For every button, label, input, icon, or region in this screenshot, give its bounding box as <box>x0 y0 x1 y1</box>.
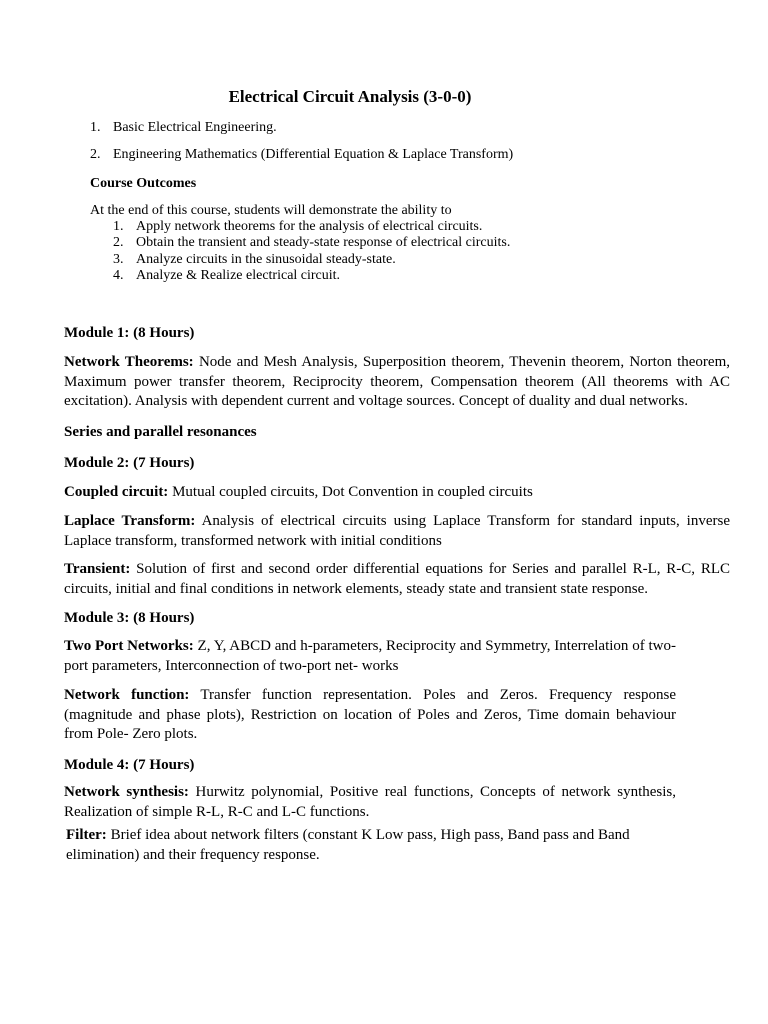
paragraph-text: Brief idea about network filters (constant K Low pass, High pass, Band pass and Band elimination) and their frequency response. <box>66 827 630 863</box>
list-number: 1. <box>90 120 101 135</box>
course-outcomes-list <box>113 219 510 285</box>
paragraph-label: Network synthesis: <box>64 784 189 800</box>
course-outcomes-intro: At the end of this course, students will demonstrate the ability to <box>90 203 452 218</box>
paragraph-text: Transfer function representation. Poles and Zeros. Frequency response (magnitude and phase plots), Restriction on location of Poles and Zeros, Time domain behaviour from Pole- Zero plots. <box>64 687 677 742</box>
course-title: Electrical Circuit Analysis (3-0-0) <box>228 87 472 106</box>
paragraph-label: Laplace Transform: <box>64 513 196 529</box>
module-4-heading: Module 4: (7 Hours) <box>64 757 195 773</box>
paragraph-text: Mutual coupled circuits, Dot Convention in coupled circuits <box>168 484 533 500</box>
paragraph-text: Solution of first and second order differential equations for Series and parallel R-L, R-C, RLC circuits, initial and final conditions in network elements, steady state and transient state response. <box>64 561 730 597</box>
paragraph-label: Network Theorems: <box>64 354 194 370</box>
paragraph-label: Network function: <box>64 687 190 703</box>
resonance-heading: Series and parallel resonances <box>64 424 257 440</box>
course-outcomes-heading: Course Outcomes <box>90 176 197 191</box>
prerequisite-text: Engineering Mathematics (Differential Equation & Laplace Transform) <box>113 147 514 162</box>
outcome-item <box>113 219 510 235</box>
network-synthesis-paragraph <box>64 783 676 822</box>
list-number: 1. <box>113 219 124 234</box>
two-port-paragraph <box>64 637 676 676</box>
module-1-heading: Module 1: (8 Hours) <box>64 325 195 341</box>
paragraph-text: Node and Mesh Analysis, Superposition theorem, Thevenin theorem, Norton theorem, Maximum power transfer theorem, Reciprocity theorem, Compensation theorem (All theorems with AC excitation). Analysis with dependent current and voltage sources. Concept of duality and dual networks. <box>64 354 730 409</box>
outcome-text: Analyze circuits in the sinusoidal steady-state. <box>136 251 396 267</box>
outcome-item <box>113 268 510 284</box>
paragraph-label: Transient: <box>64 561 131 577</box>
module-3-heading: Module 3: (8 Hours) <box>64 610 195 626</box>
module-2-heading: Module 2: (7 Hours) <box>64 455 195 471</box>
outcome-text: Obtain the transient and steady-state response of electrical circuits. <box>136 235 511 251</box>
paragraph-text: Analysis of electrical circuits using Laplace Transform for standard inputs, inverse Laplace transform, transformed network with initial conditions <box>64 513 730 549</box>
outcome-text: Analyze & Realize electrical circuit. <box>136 268 341 284</box>
outcome-text: Apply network theorems for the analysis of electrical circuits. <box>136 219 483 234</box>
paragraph-label: Filter: <box>66 827 107 843</box>
outcome-item <box>113 235 510 251</box>
outcome-item <box>113 252 510 268</box>
list-number: 2. <box>113 235 124 251</box>
network-theorems-paragraph <box>64 353 730 412</box>
paragraph-label: Coupled circuit: <box>64 484 169 500</box>
filter-paragraph <box>66 826 646 865</box>
network-function-paragraph <box>64 686 676 745</box>
coupled-circuit-paragraph <box>64 483 730 503</box>
paragraph-text: Z, Y, ABCD and h-parameters, Reciprocity and Symmetry, Interrelation of two-port parameters, Interconnection of two-port net- works <box>64 638 676 674</box>
list-number: 3. <box>113 251 124 267</box>
list-number: 2. <box>90 147 101 162</box>
paragraph-label: Two Port Networks: <box>64 638 194 654</box>
transient-paragraph <box>64 560 730 599</box>
laplace-transform-paragraph <box>64 512 730 551</box>
prerequisite-item <box>90 147 513 163</box>
prerequisite-item <box>90 120 277 136</box>
paragraph-text: Hurwitz polynomial, Positive real functions, Concepts of network synthesis, Realization of simple R-L, R-C and L-C functions. <box>64 784 676 820</box>
prerequisite-text: Basic Electrical Engineering. <box>113 120 277 135</box>
list-number: 4. <box>113 268 124 284</box>
